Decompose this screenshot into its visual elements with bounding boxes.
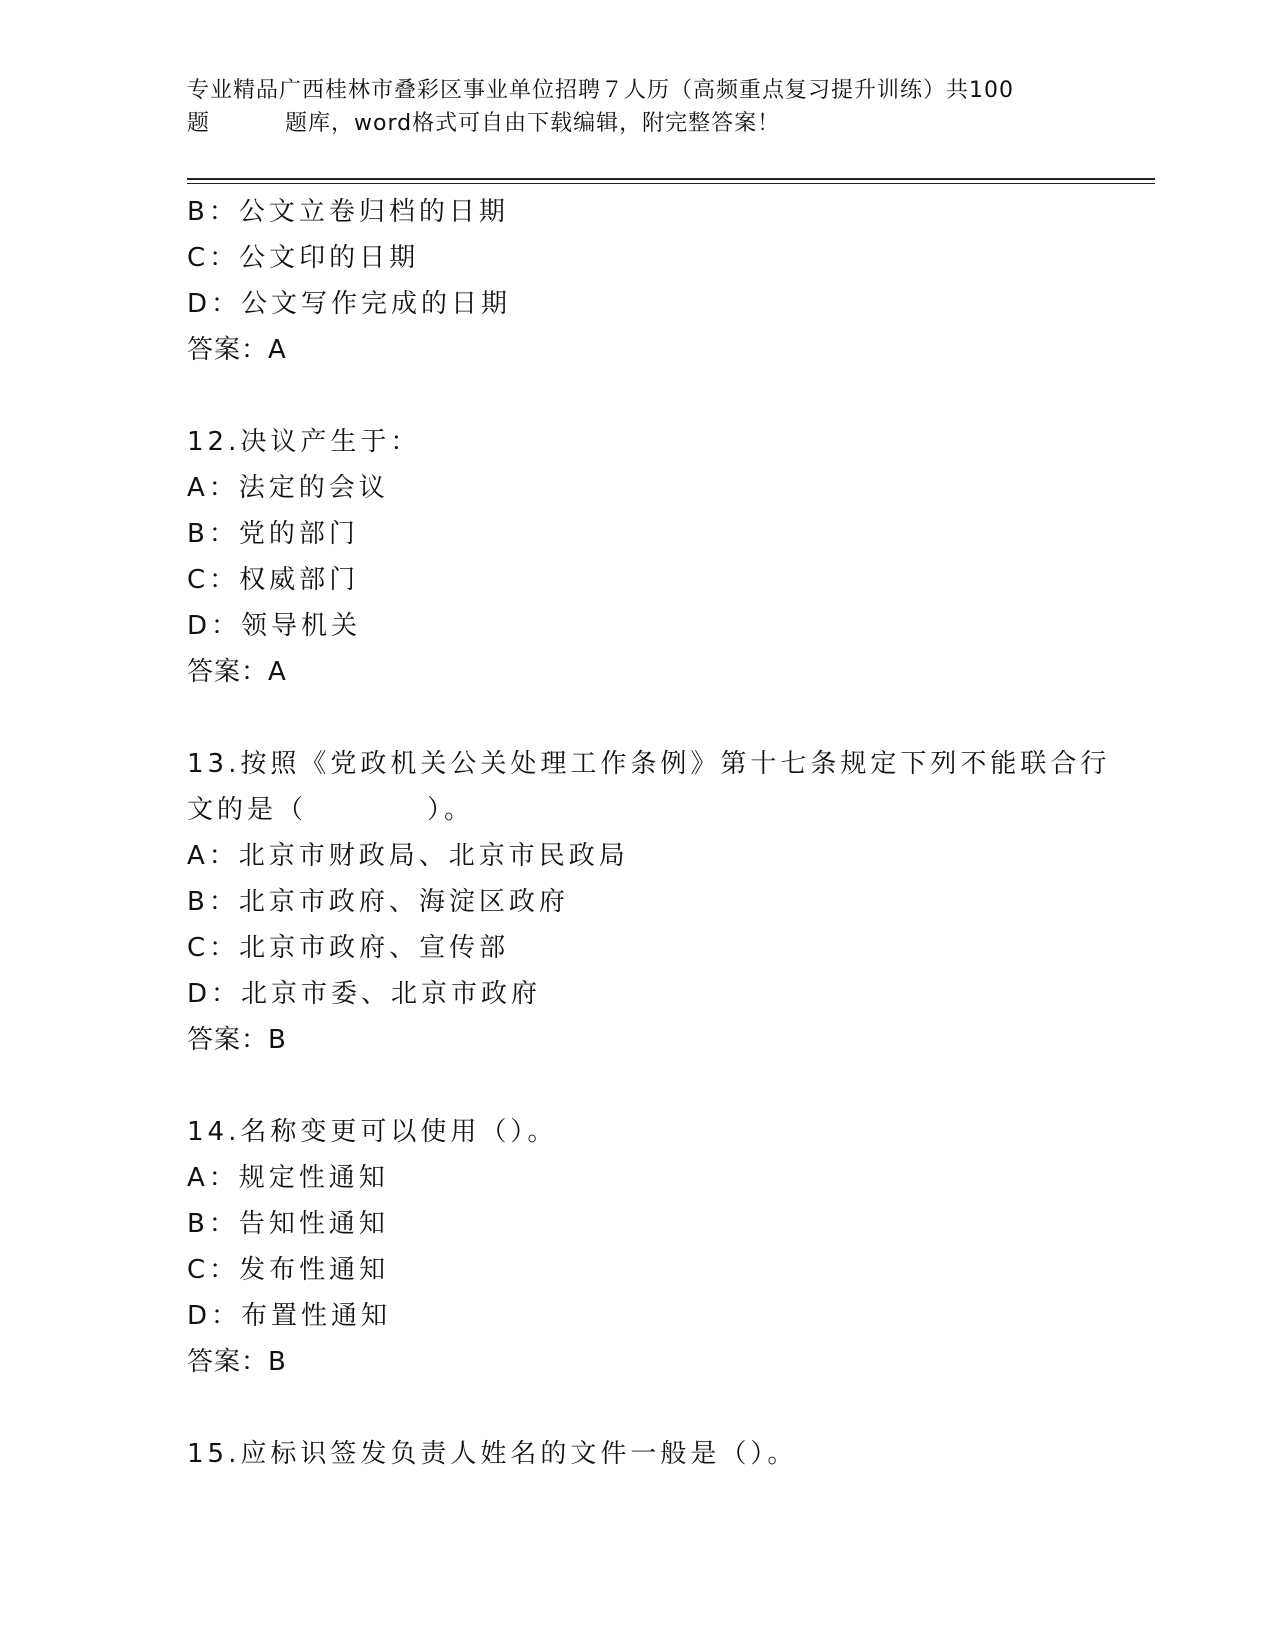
question-list — [187, 189, 1111, 1477]
option-d: D：公文写作完成的日期 — [187, 289, 512, 319]
option-d: D：北京市委、北京市政府 — [187, 979, 542, 1009]
option-c: C：权威部门 — [187, 565, 360, 595]
question-11 — [187, 189, 1087, 373]
question-stem: 14.名称变更可以使用（）。 — [187, 1117, 558, 1147]
option-c: C：发布性通知 — [187, 1255, 390, 1285]
option-b: B：公文立卷归档的日期 — [187, 197, 509, 227]
question-stem: 15.应标识签发负责人姓名的文件一般是（）。 — [187, 1439, 798, 1469]
answer-line: 答案：B — [187, 1347, 287, 1377]
answer-line: 答案：B — [187, 1025, 287, 1055]
option-b: B：北京市政府、海淀区政府 — [187, 887, 569, 917]
question-stem-line2-start: 文的是（ — [187, 795, 308, 825]
question-stem-line1: 13.按照《党政机关公关处理工作条例》第十七条规定下列不能联合行 — [187, 749, 1111, 779]
question-15 — [187, 1431, 1087, 1477]
option-c: C：北京市政府、宣传部 — [187, 933, 510, 963]
header-title-line2-left: 题 — [187, 111, 211, 136]
header-title-line1: 专业精品广西桂林市叠彩区事业单位招聘７人历（高频重点复习提升训练）共100 — [187, 78, 1014, 103]
question-14 — [187, 1109, 1087, 1385]
question-13 — [187, 741, 1111, 1063]
option-d: D：布置性通知 — [187, 1301, 392, 1331]
question-stem: 12.决议产生于： — [187, 427, 421, 457]
header-title-line2 — [187, 107, 1087, 140]
question-12 — [187, 419, 1087, 695]
question-stem-line2 — [187, 787, 1087, 833]
option-d: D：领导机关 — [187, 611, 362, 641]
header-title-line2-right: 题库，word格式可自由下载编辑，附完整答案！ — [285, 111, 781, 136]
option-b: B：告知性通知 — [187, 1209, 389, 1239]
option-a: A：北京市财政局、北京市民政局 — [187, 841, 629, 871]
page-header — [187, 74, 1087, 140]
question-stem-line2-end: ）。 — [427, 795, 475, 825]
header-divider-thin — [187, 183, 1155, 184]
option-c: C：公文印的日期 — [187, 243, 420, 273]
answer-line: 答案：A — [187, 335, 287, 365]
option-b: B：党的部门 — [187, 519, 359, 549]
answer-line: 答案：A — [187, 657, 287, 687]
option-a: A：规定性通知 — [187, 1163, 389, 1193]
header-divider — [187, 178, 1155, 180]
option-a: A：法定的会议 — [187, 473, 389, 503]
